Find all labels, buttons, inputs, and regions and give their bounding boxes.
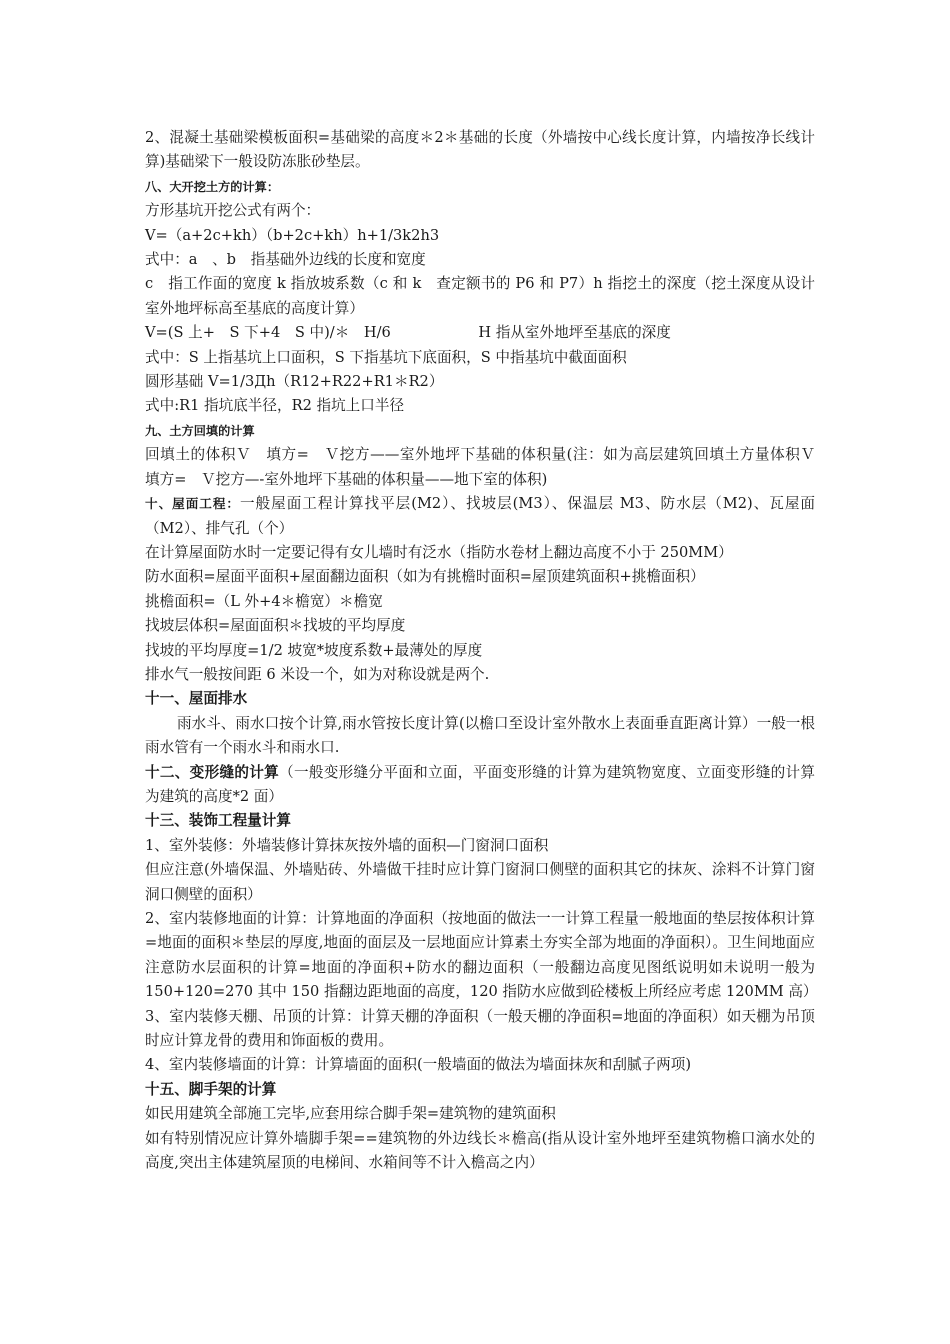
paragraph-ceiling: 3、室内装修天棚、吊顶的计算：计算天棚的净面积（一般天棚的净面积=地面的净面积）如天棚为吊顶时应计算龙骨的费用和饰面板的费用。: [145, 1007, 815, 1050]
paragraph-scaffold: 如有特别情况应计算外墙脚手架==建筑物的外边线长＊檐高(指从设计室外地坪至建筑物檐口滴水处的高度,突出主体建筑屋顶的电梯间、水箱间等不计入檐高之内）: [145, 1129, 815, 1172]
text-line: 排水气一般按间距 6 米设一个，如为对称设就是两个.: [145, 665, 490, 683]
text-line: 找坡的平均厚度=1/2 坡宽*坡度系数+最薄处的厚度: [145, 641, 483, 659]
text-line: 在计算屋面防水时一定要记得有女儿墙时有泛水（指防水卷材上翻边高度不小于 250MM）: [145, 543, 733, 561]
text-line: 如民用建筑全部施工完毕,应套用综合脚手架=建筑物的建筑面积: [145, 1105, 556, 1123]
roofing-text: 一般屋面工程计算找平层(M2）、找坡层(M3）、保温层 M3、防水层（M2)、瓦屋面（M2）、排气孔（个）: [145, 495, 815, 537]
text-line: 式中：S 上指基坑上口面积，S 下指基坑下底面积，S 中指基坑中截面面积: [145, 348, 627, 366]
section-heading-10: 十、屋面工程：: [145, 496, 240, 512]
paragraph-exterior: 但应注意(外墙保温、外墙贴砖、外墙做干挂时应计算门窗洞口侧壁的面积其它的抹灰、涂料不计算门窗洞口侧壁的面积）: [145, 861, 815, 903]
text-line: 1、室外装修：外墙装修计算抹灰按外墙的面积—门窗洞口面积: [145, 836, 549, 854]
text-line: 式中:R1 指坑底半径，R2 指坑上口半径: [145, 397, 405, 415]
section-heading-13: 十三、装饰工程量计算: [145, 812, 291, 830]
text-line: 方形基坑开挖公式有两个：: [145, 202, 321, 220]
text-line: 找坡层体积=屋面面积＊找坡的平均厚度: [145, 617, 406, 635]
joints-text: （一般变形缝分平面和立面，平面变形缝的计算为建筑物宽度、立面变形缝的计算为建筑的高度*2 面）: [145, 763, 815, 805]
paragraph-backfill: 回填土的体积Ｖ 填方= Ｖ挖方——室外地坪下基础的体积量(注：如为高层建筑回填土方量体积Ｖ 填方= Ｖ挖方—-室外地坪下基础的体积量——地下室的体积): [145, 446, 830, 488]
section-heading-8: 八、大开挖土方的计算：: [145, 179, 280, 194]
text-line: 4、室内装修墙面的计算：计算墙面的面积(一般墙面的做法为墙面抹灰和刮腻子两项): [145, 1056, 692, 1074]
section-heading-12: 十二、变形缝的计算: [145, 763, 280, 781]
formula-line: 圆形基础 V=1/3Дh（R12+R22+R1＊R2）: [145, 373, 444, 391]
formula-line: V=(S 上+ S 下+4 S 中)/＊ H/6 H 指从室外地坪至基底的深度: [145, 324, 671, 342]
paragraph-formwork: 2、混凝土基础梁模板面积=基础梁的高度＊2＊基础的长度（外墙按中心线长度计算，内墙按净长线计算)基础梁下一般设防冻胀砂垫层。: [145, 129, 815, 171]
section-heading-9: 九、土方回填的计算: [145, 423, 255, 438]
section-heading-15: 十五、脚手架的计算: [145, 1080, 277, 1098]
paragraph-drainage: 雨水斗、雨水口按个计算,雨水管按长度计算(以檐口至设计室外散水上表面垂直距离计算）一般一根雨水管有一个雨水斗和雨水口.: [145, 714, 815, 757]
text-line: 式中：a 、b 指基础外边线的长度和宽度: [145, 251, 426, 269]
text-line: 防水面积=屋面平面积+屋面翻边面积（如为有挑檐时面积=屋顶建筑面积+挑檐面积）: [145, 568, 705, 586]
document-page: [145, 126, 830, 1175]
section-heading-11: 十一、屋面排水: [145, 690, 248, 708]
paragraph-floor: 2、室内装修地面的计算：计算地面的净面积（按地面的做法一一计算工程量一般地面的垫层按体积计算=地面的面积＊垫层的厚度,地面的面层及一层地面应计算素土夯实全部为地面的净面积）。卫生间地面应注意防水层面积的计算=地面的净面积+防水的翻边面积（一般翻边高度见图纸说明如未说明一般为 150+120=270 其中 150 指翻边距地面的高度，120 指防水应做到砼楼板上所经应考虑 120MM 高）: [145, 910, 818, 1001]
paragraph-work-face: c 指工作面的宽度 k 指放坡系数（c 和 k 查定额书的 P6 和 P7）h 指挖土的深度（挖土深度从设计室外地坪标高至基底的高度计算）: [145, 275, 815, 317]
formula-line: V=（a+2c+kh）（b+2c+kh）h+1/3k2h3: [145, 226, 440, 244]
paragraph-roofing: [145, 492, 815, 541]
paragraph-joints: [145, 761, 815, 810]
text-line: 挑檐面积=（L 外+4＊檐宽）＊檐宽: [145, 592, 383, 610]
